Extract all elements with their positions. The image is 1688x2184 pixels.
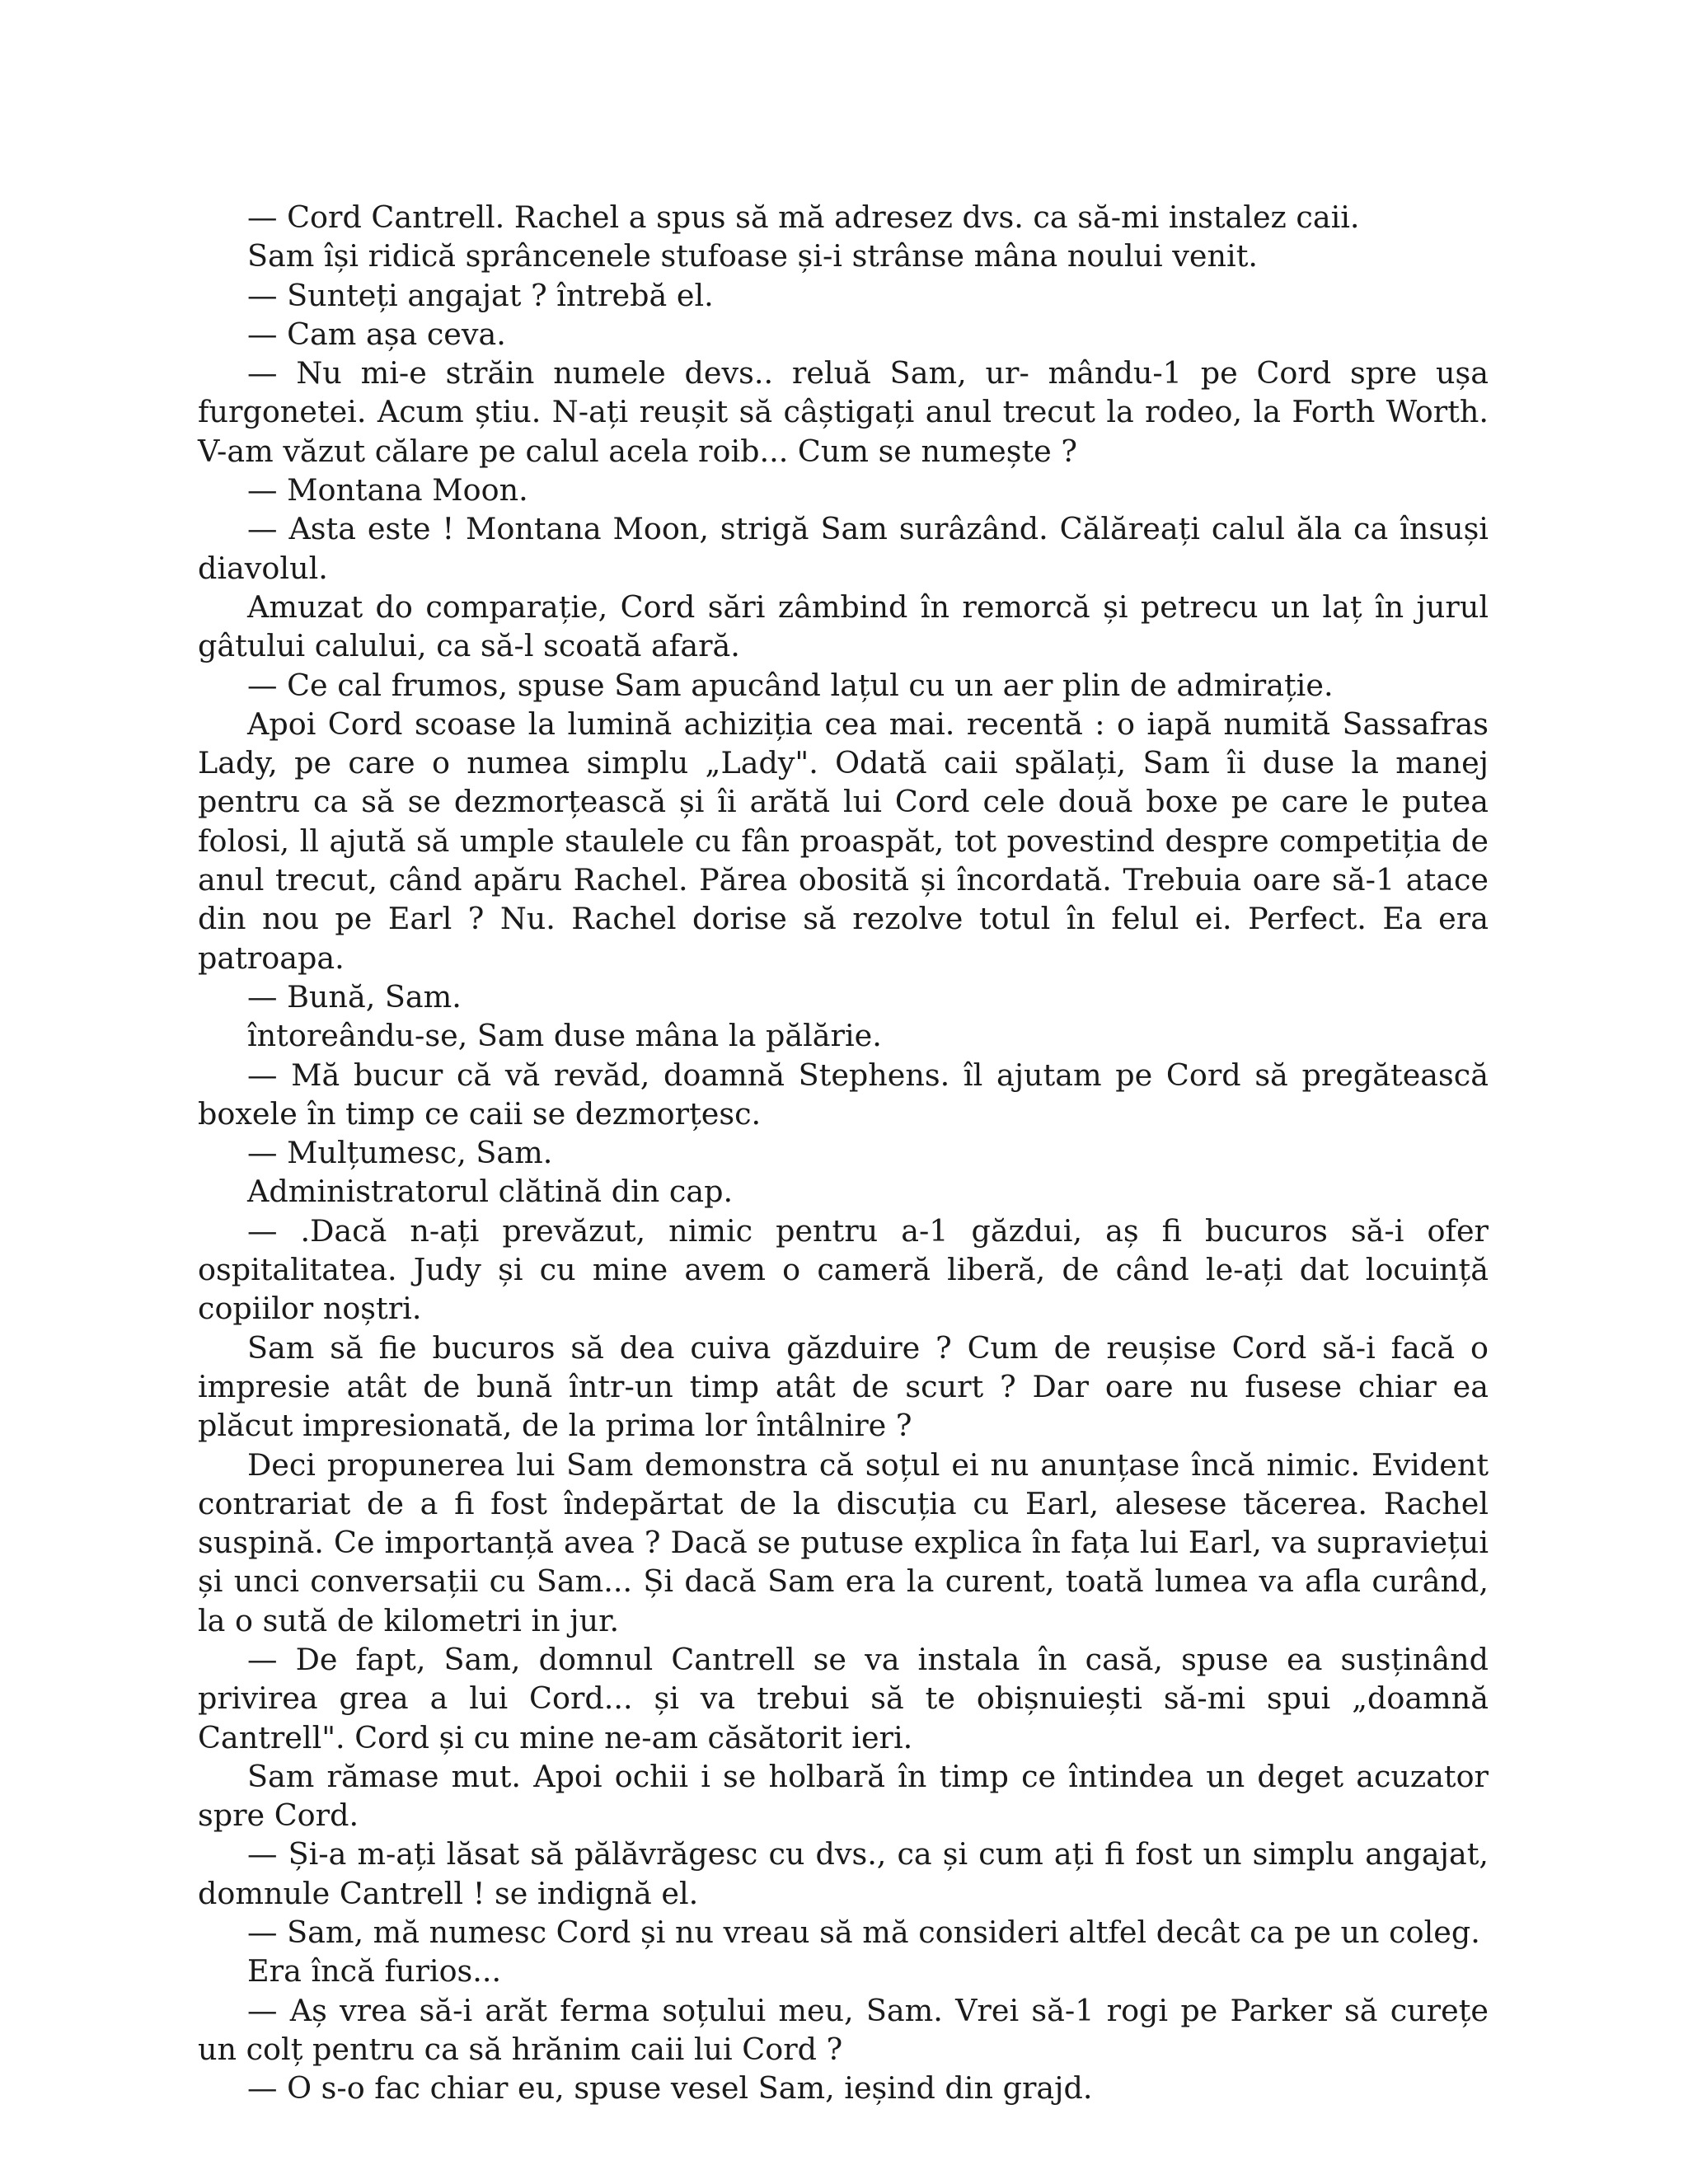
paragraph-16: — .Dacă n-ați prevăzut, nimic pentru a-1 găzdui, aș fi bucuros să-i ofer ospitalitatea. Judy și cu mine avem o cameră liberă, de când le-ați dat locuință copiilor noștri. [198, 1212, 1489, 1327]
paragraph-17: Sam să fie bucuros să dea cuiva găzduire ? Cum de reușise Cord să-i facă o impresie atât de bună într-un timp atât de scurt ? Dar oare nu fusese chiar ea plăcut impresionată, de la prima lor întâlnire ? [198, 1329, 1489, 1444]
paragraph-14: — Mulțumesc, Sam. [247, 1135, 553, 1171]
paragraph-1: — Cord Cantrell. Rachel a spus să mă adresez dvs. ca să-mi instalez caii. [247, 199, 1360, 235]
paragraph-4: — Cam așa ceva. [247, 316, 506, 352]
paragraph-8: Amuzat do comparație, Cord sări zâmbind în remorcă și petrecu un laț în jurul gâtului calului, ca să-l scoată afară. [198, 588, 1489, 664]
paragraph-25: — O s-o fac chiar eu, spuse vesel Sam, ieșind din grajd. [247, 2070, 1093, 2107]
paragraph-13: — Mă bucur că vă revăd, doamnă Stephens. îl ajutam pe Cord să pregătească boxele în timp ce caii se dezmorțesc. [198, 1057, 1489, 1132]
paragraph-2: Sam își ridică sprâncenele stufoase și-i strânse mâna noului venit. [247, 238, 1258, 274]
paragraph-3: — Sunteți angajat ? întrebă el. [247, 277, 714, 313]
paragraph-5: — Nu mi-e străin numele devs.. reluă Sam, ur- mându-1 pe Cord spre ușa furgonetei. Acum știu. N-ați reușit să câștigați anul trecut la rodeo, la Forth Worth. V-am văzut călare pe calul acela roib... Cum se numește ? [198, 355, 1489, 469]
paragraph-15: Administratorul clătină din cap. [247, 1174, 734, 1210]
paragraph-12: întoreându-se, Sam duse mâna la pălărie. [247, 1018, 882, 1054]
paragraph-21: — Și-a m-ați lăsat să pălăvrăgesc cu dvs., ca și cum ați fi fost un simplu angajat, domnule Cantrell ! se indignă el. [198, 1836, 1489, 1911]
document-page [198, 198, 1489, 2108]
paragraph-18: Deci propunerea lui Sam demonstra că soțul ei nu anunțase încă nimic. Evident contrariat de a fi fost îndepărtat de la discuția cu Earl, alesese tăcerea. Rachel suspină. Ce importanță avea ? Dacă se putuse explica în fața lui Earl, va supraviețui și unci conversații cu Sam... Și dacă Sam era la curent, toată lumea va afla curând, la o sută de kilometri in jur. [198, 1446, 1489, 1638]
paragraph-10: Apoi Cord scoase la lumină achiziția cea mai. recentă : o iapă numită Sassafras Lady, pe care o numea simplu „Lady". Odată caii spălați, Sam îi duse la manej pentru ca să se dezmorțească și îi arătă lui Cord cele două boxe pe care le putea folosi, ll ajută să umple staulele cu fân proaspăt, tot povestind despre competiția de anul trecut, când apăru Rachel. Părea obosită și încordată. Trebuia oare să-1 atace din nou pe Earl ? Nu. Rachel dorise să rezolve totul în felul ei. Perfect. Ea era patroapa. [198, 705, 1489, 976]
paragraph-22: — Sam, mă numesc Cord și nu vreau să mă consideri altfel decât ca pe un coleg. [247, 1915, 1480, 1951]
paragraph-11: — Bună, Sam. [247, 978, 462, 1015]
paragraph-6: — Montana Moon. [247, 472, 528, 509]
paragraph-20: Sam rămase mut. Apoi ochii i se holbară în timp ce întindea un deget acuzator spre Cord. [198, 1758, 1489, 1834]
paragraph-24: — Aș vrea să-i arăt ferma soțului meu, Sam. Vrei să-1 rogi pe Parker să curețe un colț pentru ca să hrănim caii lui Cord ? [198, 1992, 1489, 2067]
paragraph-9: — Ce cal frumos, spuse Sam apucând lațul cu un aer plin de admirație. [247, 667, 1334, 703]
paragraph-7: — Asta este ! Montana Moon, strigă Sam surâzând. Călăreați calul ăla ca însuși diavolul. [198, 511, 1489, 586]
paragraph-23: Era încă furios... [247, 1953, 502, 1990]
paragraph-19: — De fapt, Sam, domnul Cantrell se va instala în casă, spuse ea susținând privirea grea a lui Cord... și va trebui să te obișnuiești să-mi spui „doamnă Cantrell". Cord și cu mine ne-am căsătorit ieri. [198, 1641, 1489, 1755]
